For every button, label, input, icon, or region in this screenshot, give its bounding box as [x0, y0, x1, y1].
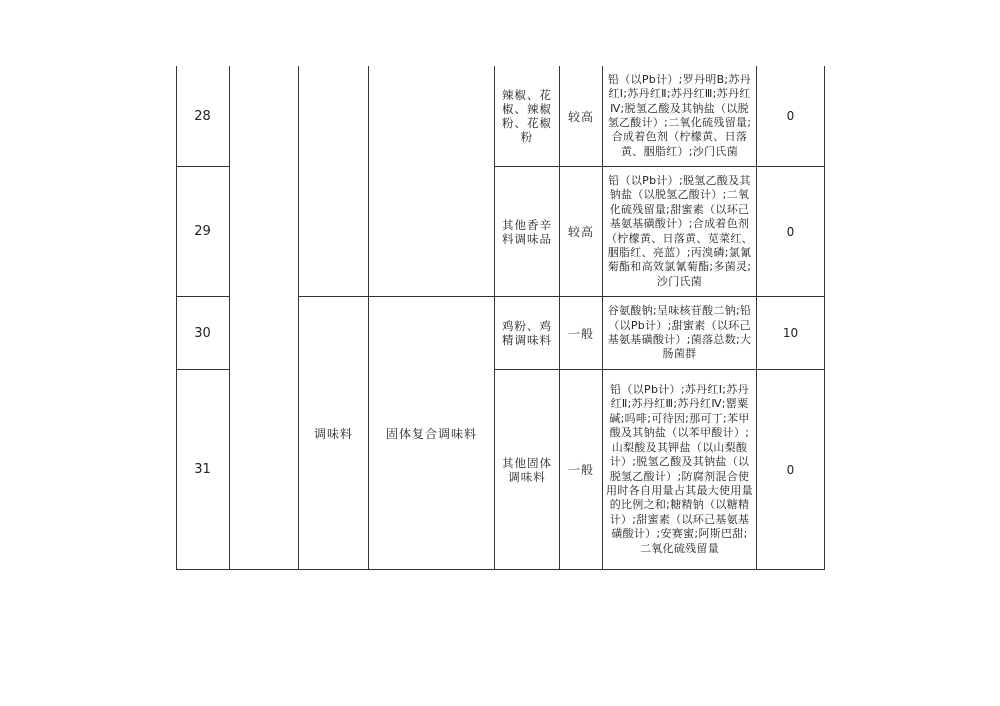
row-number: 29 — [194, 224, 211, 239]
row-number: 30 — [194, 325, 211, 341]
test-items: 铅（以Pb计）;苏丹红Ⅰ;苏丹红Ⅱ;苏丹红Ⅲ;苏丹红Ⅳ;罂粟碱;吗啡;可待因;那可丁;苯甲酸及其钠盐（以苯甲酸计）;山梨酸及其钾盐（以山梨酸计）;脱氢乙酸及其钠盐（以脱氢乙酸计）;防腐剂混合使用时各自用量占其最大使用量的比例之和;糖精钠（以糖精计）;甜蜜素（以环己基氨基磺酸计）;安赛蜜;阿斯巴甜;二氧化硫残留量 — [606, 383, 753, 555]
food-name: 其他香辛料调味品 — [502, 217, 552, 246]
food-name: 辣椒、花椒、辣椒粉、花椒粉 — [502, 88, 552, 144]
row-number: 31 — [194, 462, 211, 477]
risk-level: 一般 — [567, 326, 594, 341]
test-items: 谷氨酸钠;呈味核苷酸二钠;铅（以Pb计）;甜蜜素（以环己基氨基磺酸计）;菌落总数;大肠菌群 — [607, 304, 752, 361]
row-number: 28 — [194, 108, 211, 124]
sample-count: 0 — [786, 462, 795, 477]
risk-level: 较高 — [567, 109, 594, 124]
test-items: 铅（以Pb计）;罗丹明B;苏丹红Ⅰ;苏丹红Ⅱ;苏丹红Ⅲ;苏丹红Ⅳ;脱氢乙酸及其钠盐（以脱氢乙酸计）;二氧化硫残留量;合成着色剂（柠檬黄、日落黄、胭脂红）;沙门氏菌 — [607, 72, 752, 158]
table-bottom-border — [176, 569, 825, 570]
col-border — [824, 66, 825, 570]
col-border — [229, 66, 230, 570]
food-name: 其他固体调味料 — [502, 455, 552, 484]
sample-count: 10 — [782, 326, 799, 340]
risk-level: 较高 — [567, 225, 594, 239]
inspection-table — [176, 66, 825, 570]
subcategory-cell: 固体复合调味料 — [385, 426, 477, 441]
sample-count: 0 — [786, 109, 795, 123]
test-items: 铅（以Pb计）;脱氢乙酸及其钠盐（以脱氢乙酸计）;二氧化硫残留量;甜蜜素（以环己基氨基磺酸计）;合成着色剂（柠檬黄、日落黄、苋菜红、胭脂红、亮蓝）;丙溴磷;氯氰菊酯和高效氯氰菊酯;多菌灵;沙门氏菌 — [606, 173, 753, 288]
sample-count: 0 — [786, 224, 795, 239]
risk-level: 一般 — [567, 463, 594, 477]
category-cell: 调味料 — [313, 426, 353, 441]
food-name: 鸡粉、鸡精调味料 — [502, 319, 552, 347]
